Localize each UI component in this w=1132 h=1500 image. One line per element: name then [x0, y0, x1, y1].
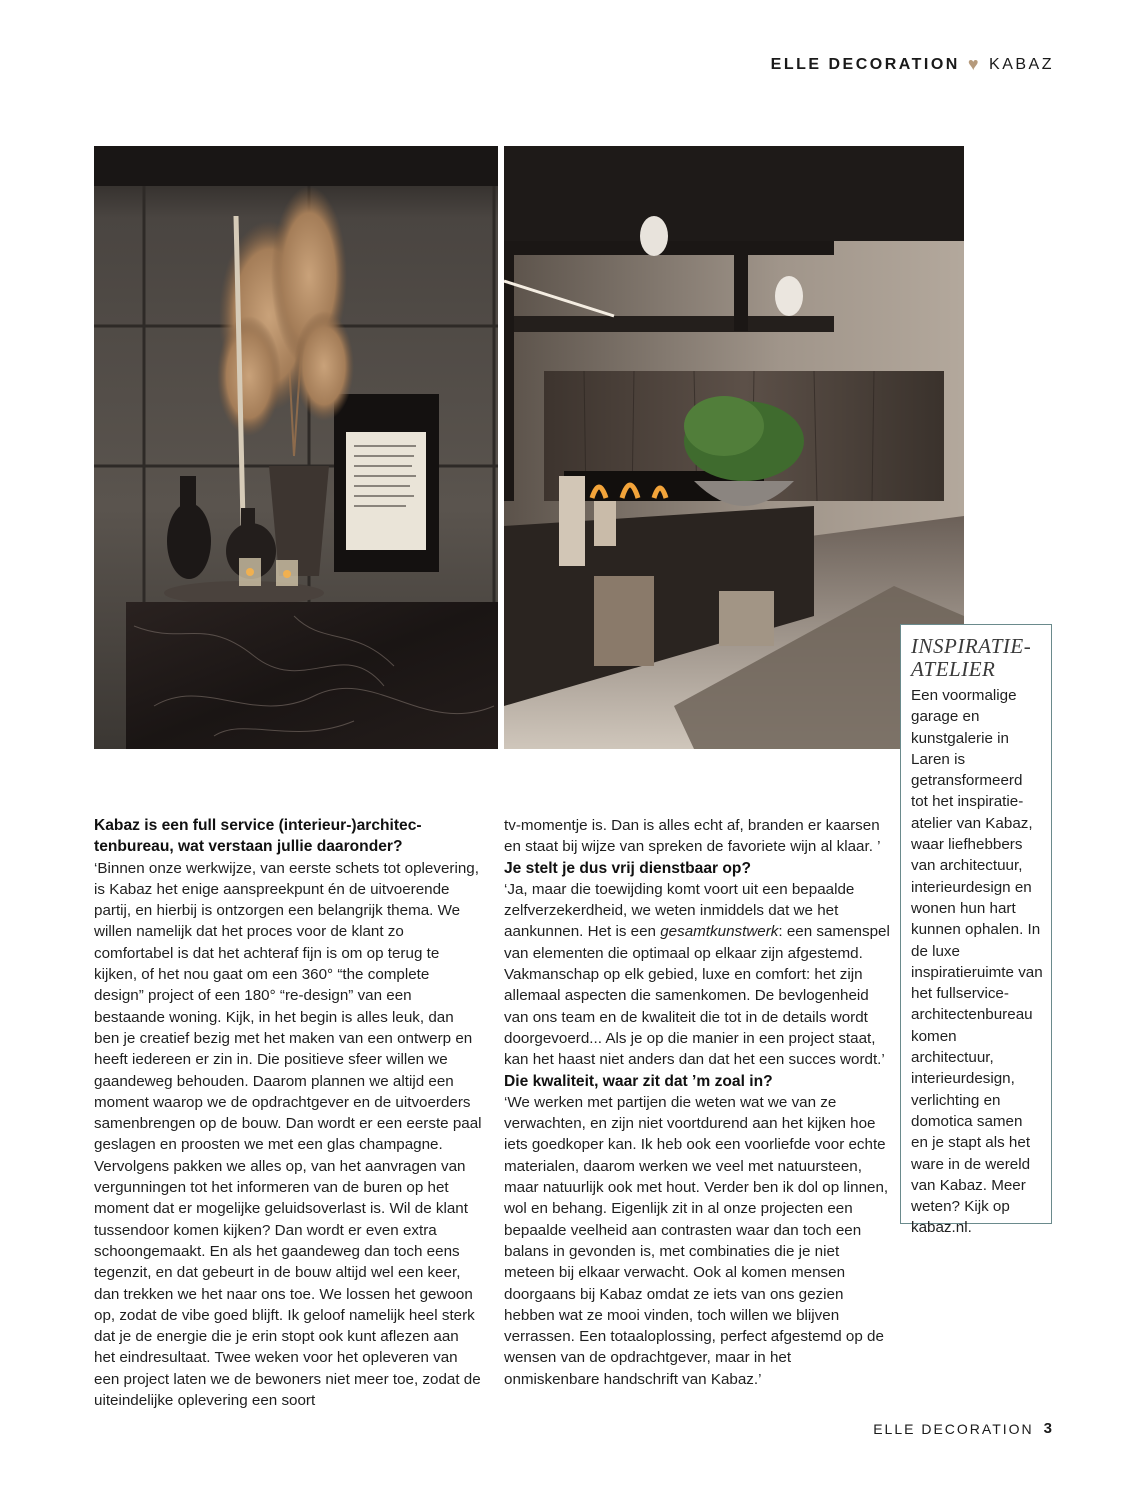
- answer-3: ‘We werken met partijen die weten wat we van ze verwachten, en zijn niet voortdurend aan het kijken hoe iets goedkoper kan. Ik heb ook een voorliefde voor echte materialen, daarom werken we veel met natuursteen, maar natuurlijk ook met hout. Verder ben ik dol op linnen, wol en behang. Eigenlijk zit in al onze projecten een bepaalde veelheid aan contrasten waar dan toch een balans in gevonden is, met combinaties die je niet meteen bij elkaar verwacht. Ook al komen mensen doorgaans bij Kabaz omdat ze iets van ons gezien hebben wat ze mooi vinden, toch willen we blijven verrassen. Een totaaloplossing, perfect afgestemd op de wensen van de opdrachtgever, maar in het onmiskenbare handschrift van Kabaz.’: [504, 1093, 889, 1388]
- footer-label: ELLE DECORATION: [873, 1420, 1034, 1437]
- article-column-1: [94, 815, 482, 1411]
- magazine-brand: ELLE DECORATION: [770, 55, 960, 73]
- photo-living-illustration: [504, 146, 964, 749]
- heart-icon: ♥: [967, 54, 982, 74]
- answer-2: [504, 879, 890, 1071]
- answer-2-part-1: ‘Ja, maar die toewijding komt voort uit een bepaalde zelfverzekerdheid, we weten inmiddels dat we het aankunnen. Het is een: [504, 880, 855, 941]
- question-1: Kabaz is een full service (interieur-)architec-tenbureau, wat verstaan jullie daaronder?: [94, 817, 422, 856]
- sidebar-inspiratie-atelier: [900, 624, 1052, 1237]
- answer-1-continued: tv-momentje is. Dan is alles echt af, branden er kaarsen en staat bij wijze van spreken de favoriete wijn al klaar. ’: [504, 817, 881, 856]
- section-name: KABAZ: [989, 55, 1054, 73]
- answer-2-emphasis: gesamtkunstwerk: [660, 923, 779, 941]
- photo-console-illustration: [94, 146, 498, 749]
- sidebar-body: Een voormalige garage en kunstgalerie in Laren is getransformeerd tot het inspiratie-atelier van Kabaz, waar liefhebbers van architectuur, interieurdesign en wonen hun hart kunnen ophalen. In de luxe inspiratieruimte van het fullservice-architectenbureau komen architectuur, interieurdesign, verlichting en domotica samen en je stapt als het ware in de wereld van Kabaz. Meer weten? Kijk op kabaz.nl.: [911, 687, 1043, 1237]
- article-column-2: [504, 815, 890, 1390]
- page-footer: [873, 1420, 1054, 1437]
- sidebar-title: INSPIRATIE-ATELIER: [911, 634, 1032, 681]
- page-header: [771, 54, 1054, 75]
- photo-console-pampas: [94, 146, 498, 749]
- page-number: 3: [1043, 1420, 1054, 1437]
- question-3: Die kwaliteit, waar zit dat ’m zoal in?: [504, 1072, 773, 1090]
- photo-living-fireplace: [504, 146, 964, 749]
- answer-1: ‘Binnen onze werkwijze, van eerste schets tot oplevering, is Kabaz het enige aanspreekpunt én de uitvoerende partij, en hierbij is ontzorgen een belangrijk thema. We willen namelijk dat het proces voor de klant zo comfortabel is dat het achteraf fijn is om op terug te kijken, of het nou gaat om een 360° “the complete design” project of een 180° “re-design” van een bestaande woning. Kijk, in het begin is alles leuk, dan ben je creatief bezig met het maken van een ontwerp en heeft iedereen er zin in. Die positieve sfeer willen we gaandeweg behouden. Daarom plannen we altijd een moment waarop we de opdrachtgever en de uitvoerders samenbrengen op de bouw. Dan wordt er een eerste paal geslagen en proosten we met een glas champagne. Vervolgens pakken we alles op, van het aanvragen van vergunningen tot het informeren van de buren op het moment dat er mogelijke geluidsoverlast is. Wil de klant tussendoor komen kijken? Dan wordt er even extra schoongemaakt. En als het gaandeweg dan toch eens tegenzit, en dat gebeurt in de bouw altijd wel een keer, dan trekken we het naar ons toe. We lossen het gewoon op, zodat de vibe goed blijft. Ik geloof namelijk heel sterk dat je de energie die je erin stopt ook kunt aflezen aan het eindresultaat. Twee weken voor het opleveren van een project laten we de bewoners niet meer toe, zodat de uiteindelijke oplevering een soort: [94, 859, 482, 1410]
- question-2: Je stelt je dus vrij dienstbaar op?: [504, 859, 751, 877]
- answer-2-part-2: : een samenspel van elementen die optimaal op elkaar zijn afgestemd. Vakmanschap op elk gebied, luxe en comfort: het zijn allemaal aspecten die samenkomen. De bevlogenheid van ons team en de kwaliteit die tot in de details wordt doorgevoerd... Als je op die manier in een project staat, kan het haast niet anders dan dat het een succes wordt.’: [504, 923, 890, 1069]
